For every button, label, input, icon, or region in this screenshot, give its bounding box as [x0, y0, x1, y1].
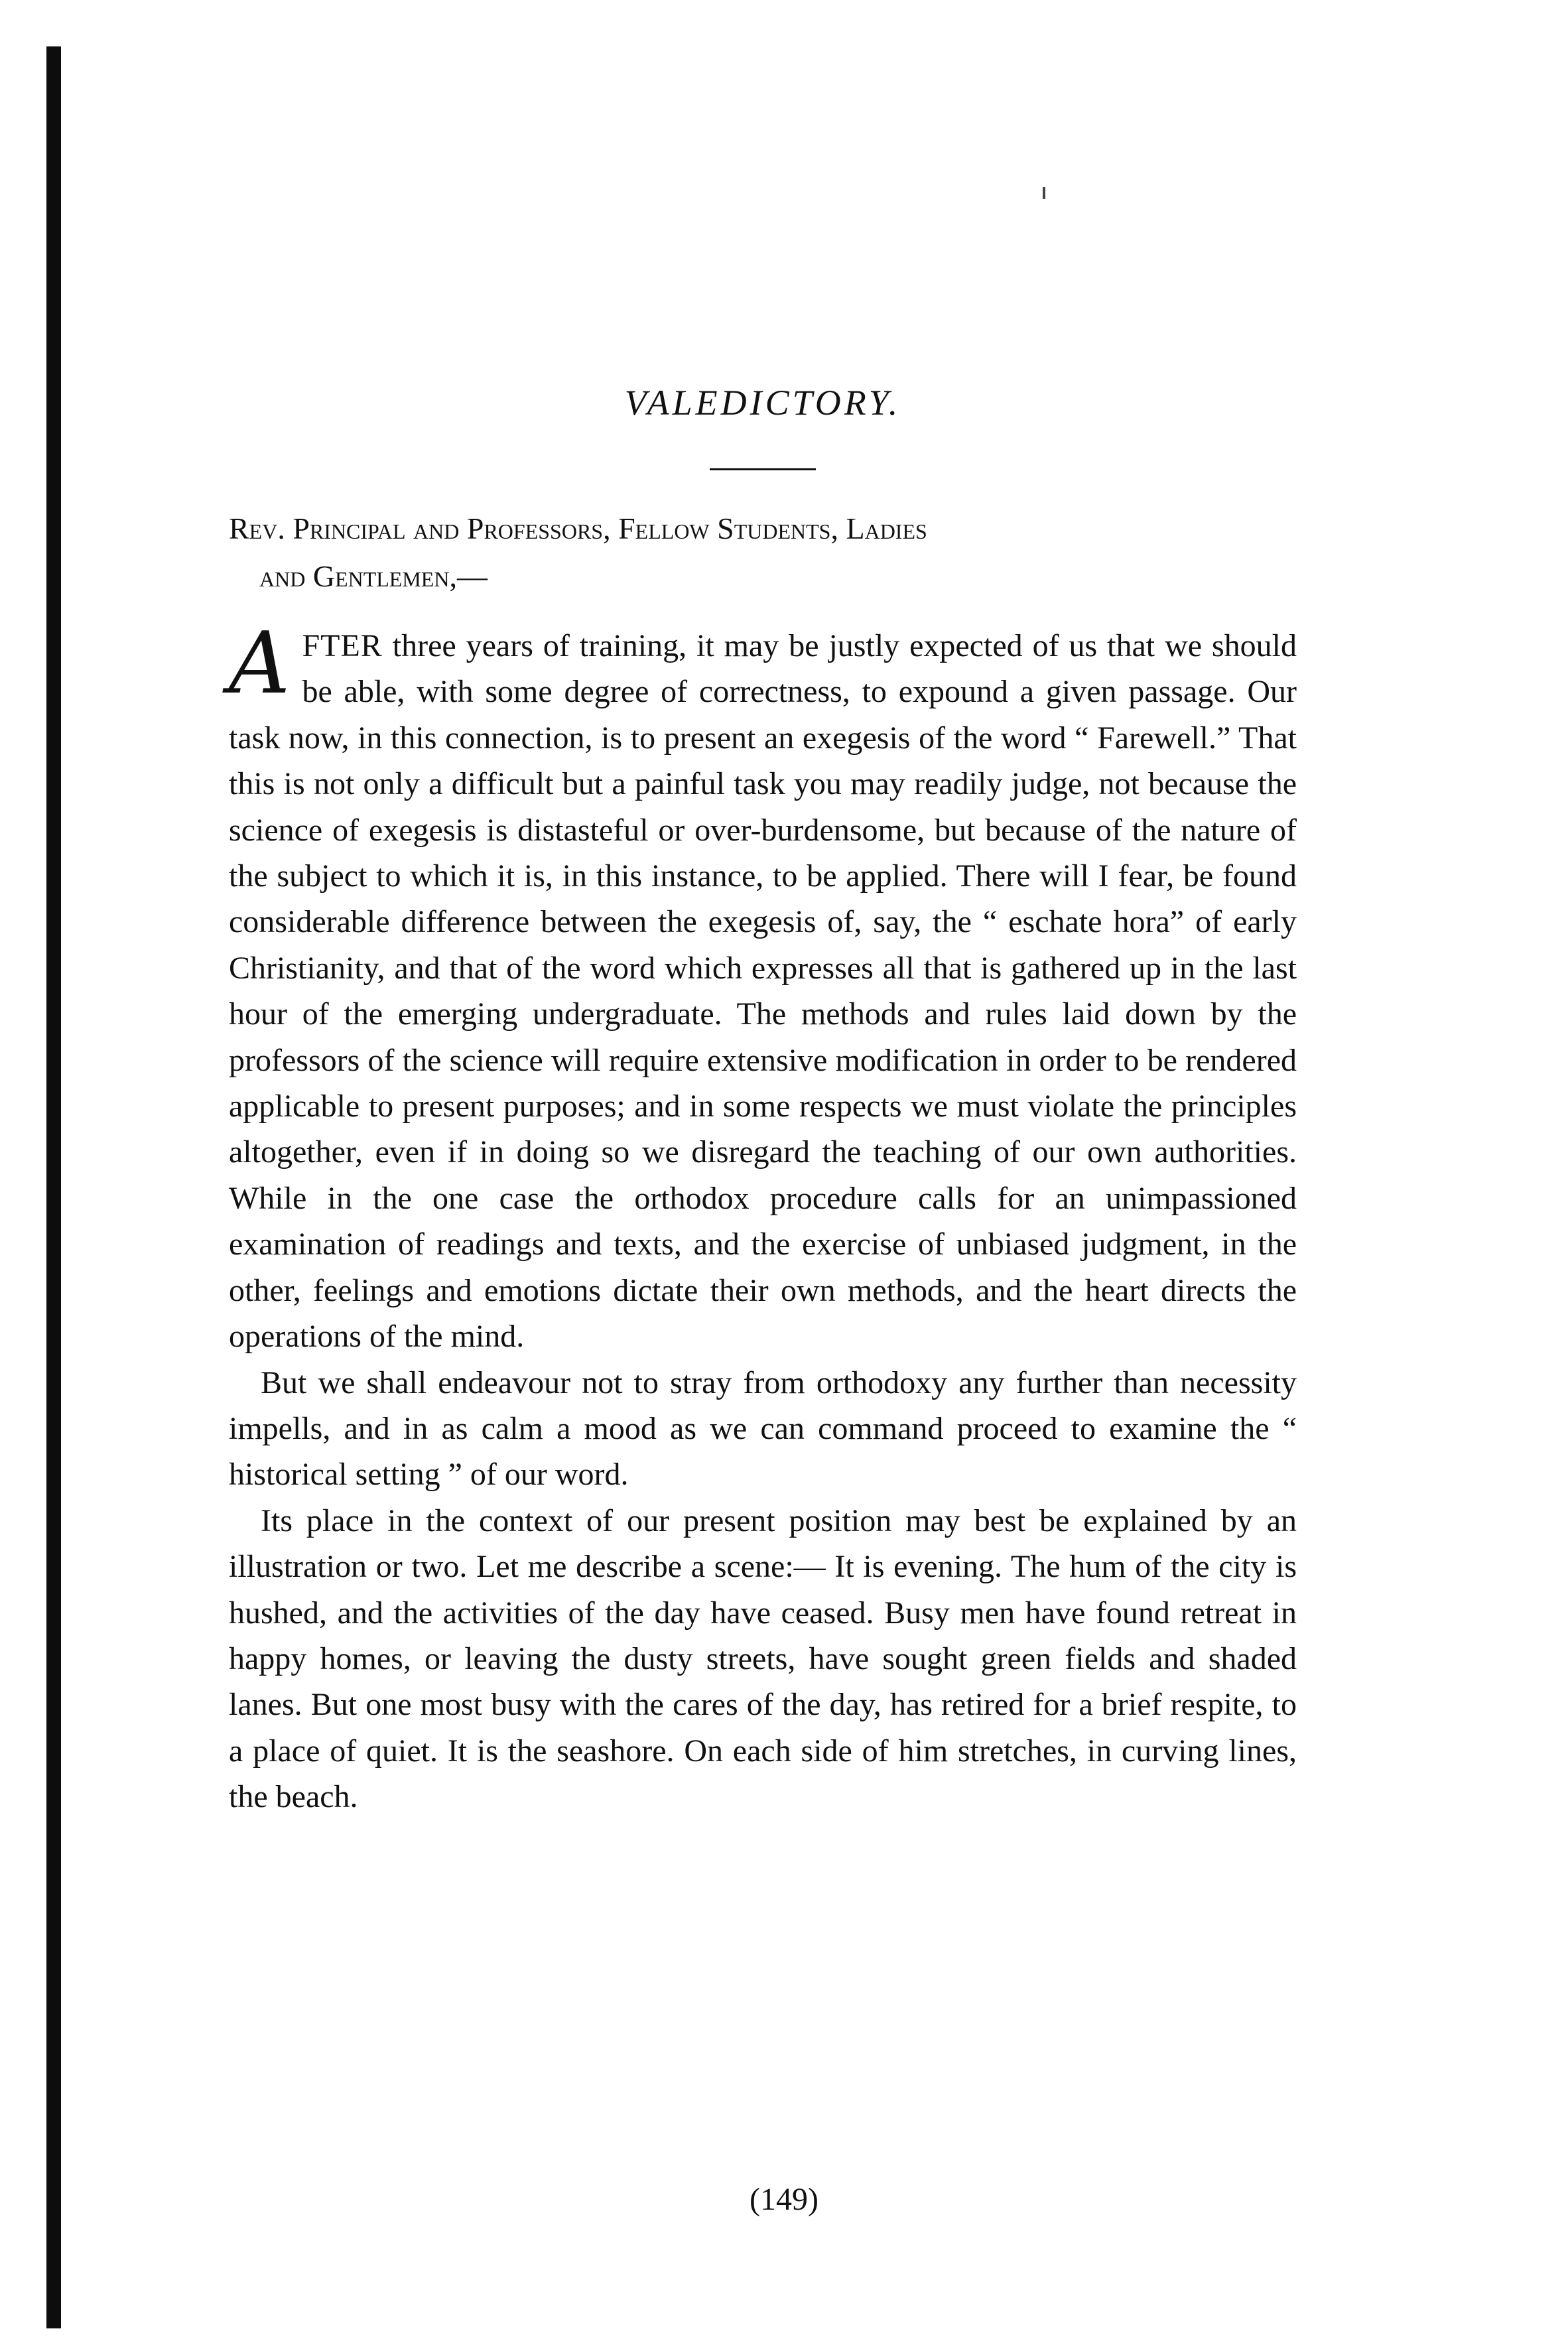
- paragraph-2: But we shall endeavour not to stray from orthodoxy any further than necessity impells, and in as calm a mood as we can command proceed to examine the “ historical setting ” of our word.: [229, 1365, 1297, 1493]
- title-rule: [710, 468, 816, 470]
- page-spine-shadow: [46, 46, 61, 2328]
- paragraph-1-lead: FTER: [302, 628, 383, 663]
- page-title: VALEDICTORY.: [624, 383, 901, 423]
- drop-cap: A: [229, 614, 291, 713]
- print-speck: [1043, 187, 1045, 199]
- page-body: [229, 385, 1297, 1820]
- paragraph-3: Its place in the context of our present position may best be explained by an illustration or two. Let me describe a scene:— It is evening. The hum of the city is hushed, and the activities of the day have ceased. Busy men have found retreat in happy homes, or leaving the dusty streets, have sought green fields and shaded lanes. But one most busy with the cares of the day, has retired for a brief respite, to a place of quiet. It is the seashore. On each side of him stretches, in curving lines, the beach.: [229, 1503, 1297, 1815]
- paragraph-1: [229, 614, 1297, 1360]
- paragraph-1-text: three years of training, it may be justly expected of us that we should be able, with some degree of correctness, to expound a given passage. Our task now, in this connection, is to present an exegesis of the word “ Farewell.” That this is not only a difficult but a painful task you may readily judge, not because the science of exegesis is distasteful or over-burdensome, but because of the nature of the subject to which it is, in this instance, to be applied. There will I fear, be found considerable difference between the exegesis of, say, the “ eschate hora” of early Christianity, and that of the word which expresses all that is gathered up in the last hour of the emerging undergraduate. The methods and rules laid down by the professors of the science will require extensive modification in order to be rendered applicable to present purposes; and in some respects we must violate the principles altogether, even if in doing so we disregard the teaching of our own authorities. While in the one case the orthodox procedure calls for an unimpassioned examination of readings and texts, and the exercise of unbiased judgment, in the other, feelings and emotions dictate their own methods, and the heart directs the operations of the mind.: [229, 628, 1297, 1355]
- salutation-line-1: Rev. Principal and Professors, Fellow Students, Ladies: [229, 511, 927, 545]
- salutation: [229, 505, 1297, 600]
- page-number: (149): [750, 2182, 818, 2217]
- salutation-line-2: and Gentlemen,—: [259, 559, 488, 593]
